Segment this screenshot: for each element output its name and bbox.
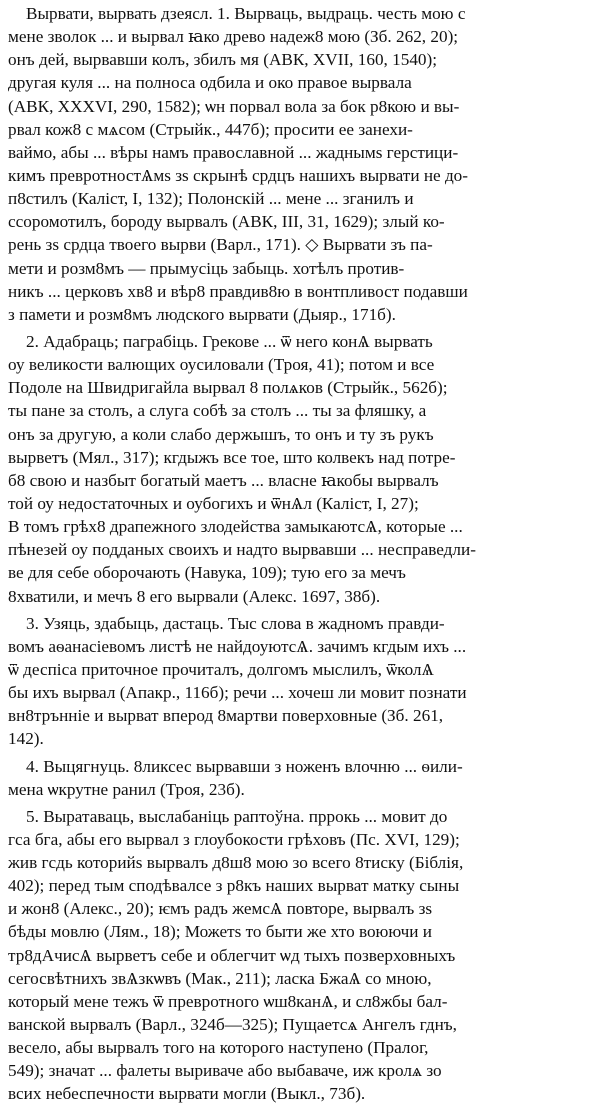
text-line: В томъ грѣх8 драпежного злодейства замыкаютсѦ, которые ... [8,517,463,537]
text-line: онъ за другую, а коли слабо держышъ, то онъ и ту зъ рукъ [8,424,434,444]
text-line: ве для себе оборочають (Навука, 109); тую его за мечъ [8,563,406,583]
text-line: тр8дАчисѦ вырветъ себе и облегчит ѡд тыхъ позверховныхъ [8,945,456,965]
text-line: другая куля ... на полноса одбила и око правое вырвала [8,73,412,93]
text-line: оу великости валющих оусиловали (Троя, 41); потом и все [8,355,435,375]
text-line: мене зволок ... и вырвал ꙗко древо надеж8 мою (Зб. 262, 20); [8,27,459,47]
text-line: мена ѡкрутне ранил (Троя, 23б). [8,779,245,799]
text-line: вырветъ (Мял., 317); кгдыжъ все тое, што колвекъ над потре- [8,447,456,467]
entry-paragraph-2 [8,330,594,608]
text-line: з памети и розм8мъ людского вырвати (Дыяр., 171б). [8,304,396,324]
text-line: онъ дей, вырвавши колъ, збилъ мя (АВК, XVII, 160, 1540); [8,50,438,70]
entry-paragraph-3 [8,612,594,751]
text-line: рвал кож8 с мѧсом (Стрыйк., 447б); просити ее занехи- [8,119,413,139]
text-line: вомъ аѳанасіевомъ листѣ не найдоуютсѦ. зачимъ кгдым ихъ ... [8,636,467,656]
text-line: 4. Выцягнуць. 8ликсес вырвавши з ноженъ влочню ... ѳили- [26,756,463,776]
text-line: рень зs срдца твоего вырви (Варл., 171). ◇ Вырвати зъ па- [8,235,433,255]
entry-paragraph-1 [8,2,594,326]
text-line: никъ ... церковъ хв8 и вѣр8 правдив8ю в вонтпливост подавши [8,281,468,301]
text-line: ты пане за столъ, а слуга собѣ за столъ ... ты за фляшку, а [8,401,427,421]
text-line: пѣнезей оу подданых своихъ и надто вырвавши ... несправедли- [8,540,476,560]
text-line: 3. Узяць, здабыць, дастаць. Тыс слова в жадномъ правди- [26,613,445,633]
text-line: (АВК, XXXVI, 290, 1582); ѡн порвал вола за бок р8кою и вы- [8,96,460,116]
text-line: Вырвати, вырвать дзеясл. 1. Вырваць, выдраць. честь мою с [26,4,466,23]
text-line: и жон8 (Алекс., 20); ѥмъ радъ жемсѦ повторе, вырвалъ зs [8,899,433,919]
text-line: 2. Адабраць; пaграбіць. Грекове ... ѿ него конѦ вырвать [26,331,433,351]
text-line: 142). [8,729,44,749]
text-line: весело, абы вырвалъ того на которого наступено (Пралог, [8,1038,429,1058]
text-line: 549); значат ... фалеты выриваче або выбаваче, иж кролѧ зо [8,1061,442,1081]
text-line: кимъ превротностѦмs зs скрынѣ срдцъ нашихъ вырвати не до- [8,165,468,185]
text-line: вн8трънніе и вырват вперод 8мартви поверховные (Зб. 261, [8,706,444,726]
text-line: п8стилъ (Каліст, I, 132); Полонскій ... мене ... зганилъ и [8,189,414,209]
text-line: Подоле на Швидригайла вырвал 8 полѧков (Стрыйк., 562б); [8,378,448,398]
text-line: бы ихъ вырвал (Апакр., 116б); речи ... хочеш ли мовит познати [8,683,467,703]
text-line: б8 свою и назбыт богатый маетъ ... власне ꙗкобы вырвалъ [8,470,439,490]
text-line: мети и розм8мъ — прымусіць забыць. хотѣлъ против- [8,258,405,278]
text-line: сегосвѣтнихъ звѦзкѡвъ (Мак., 211); ласка БжаѦ со мною, [8,968,432,988]
text-line: гса бга, абы его вырвал з глоубокости грѣховъ (Пс. XVI, 129); [8,829,460,849]
text-line: той оу недостаточных и оубогихъ и ѿнѦл (Каліст, I, 27); [8,493,419,513]
text-line: ссоромотилъ, бороду вырвалъ (АВК, III, 31, 1629); злый ко- [8,212,445,232]
text-line: который мене тежъ ѿ превротного ѡш8канѦ, и сл8жбы бал- [8,991,448,1011]
text-line: 8хватили, и мечъ 8 его вырвали (Алекс. 1697, 38б). [8,586,381,606]
text-line: 402); перед тым сподѣвалсе з р8къ наших вырват матку сыны [8,876,460,896]
text-line: ваймо, абы ... вѣры намъ православной ... жаднымs герстици- [8,142,459,162]
entry-paragraph-4 [8,755,594,801]
entry-paragraph-5 [8,805,594,1106]
text-line: всих небеспечности вырвати могли (Выкл., 73б). [8,1084,366,1104]
text-line: ванской вырвалъ (Варл., 324б—325); Пущаетсѧ Ангелъ гднъ, [8,1015,457,1035]
text-line: ѿ деспіса приточное прочиталъ, долгомъ мыслилъ, ѿколѦ [8,659,434,679]
text-line: жив гсдь которийs вырвалъ д8ш8 мою зо всего 8тиску (Біблія, [8,853,464,873]
text-line: бѣды мовлю (Лям., 18); Можетs то быти же хто воюючи и [8,922,432,942]
text-line: 5. Выратаваць, выслабаніць раптоўна. пррокь ... мовит до [26,806,448,826]
